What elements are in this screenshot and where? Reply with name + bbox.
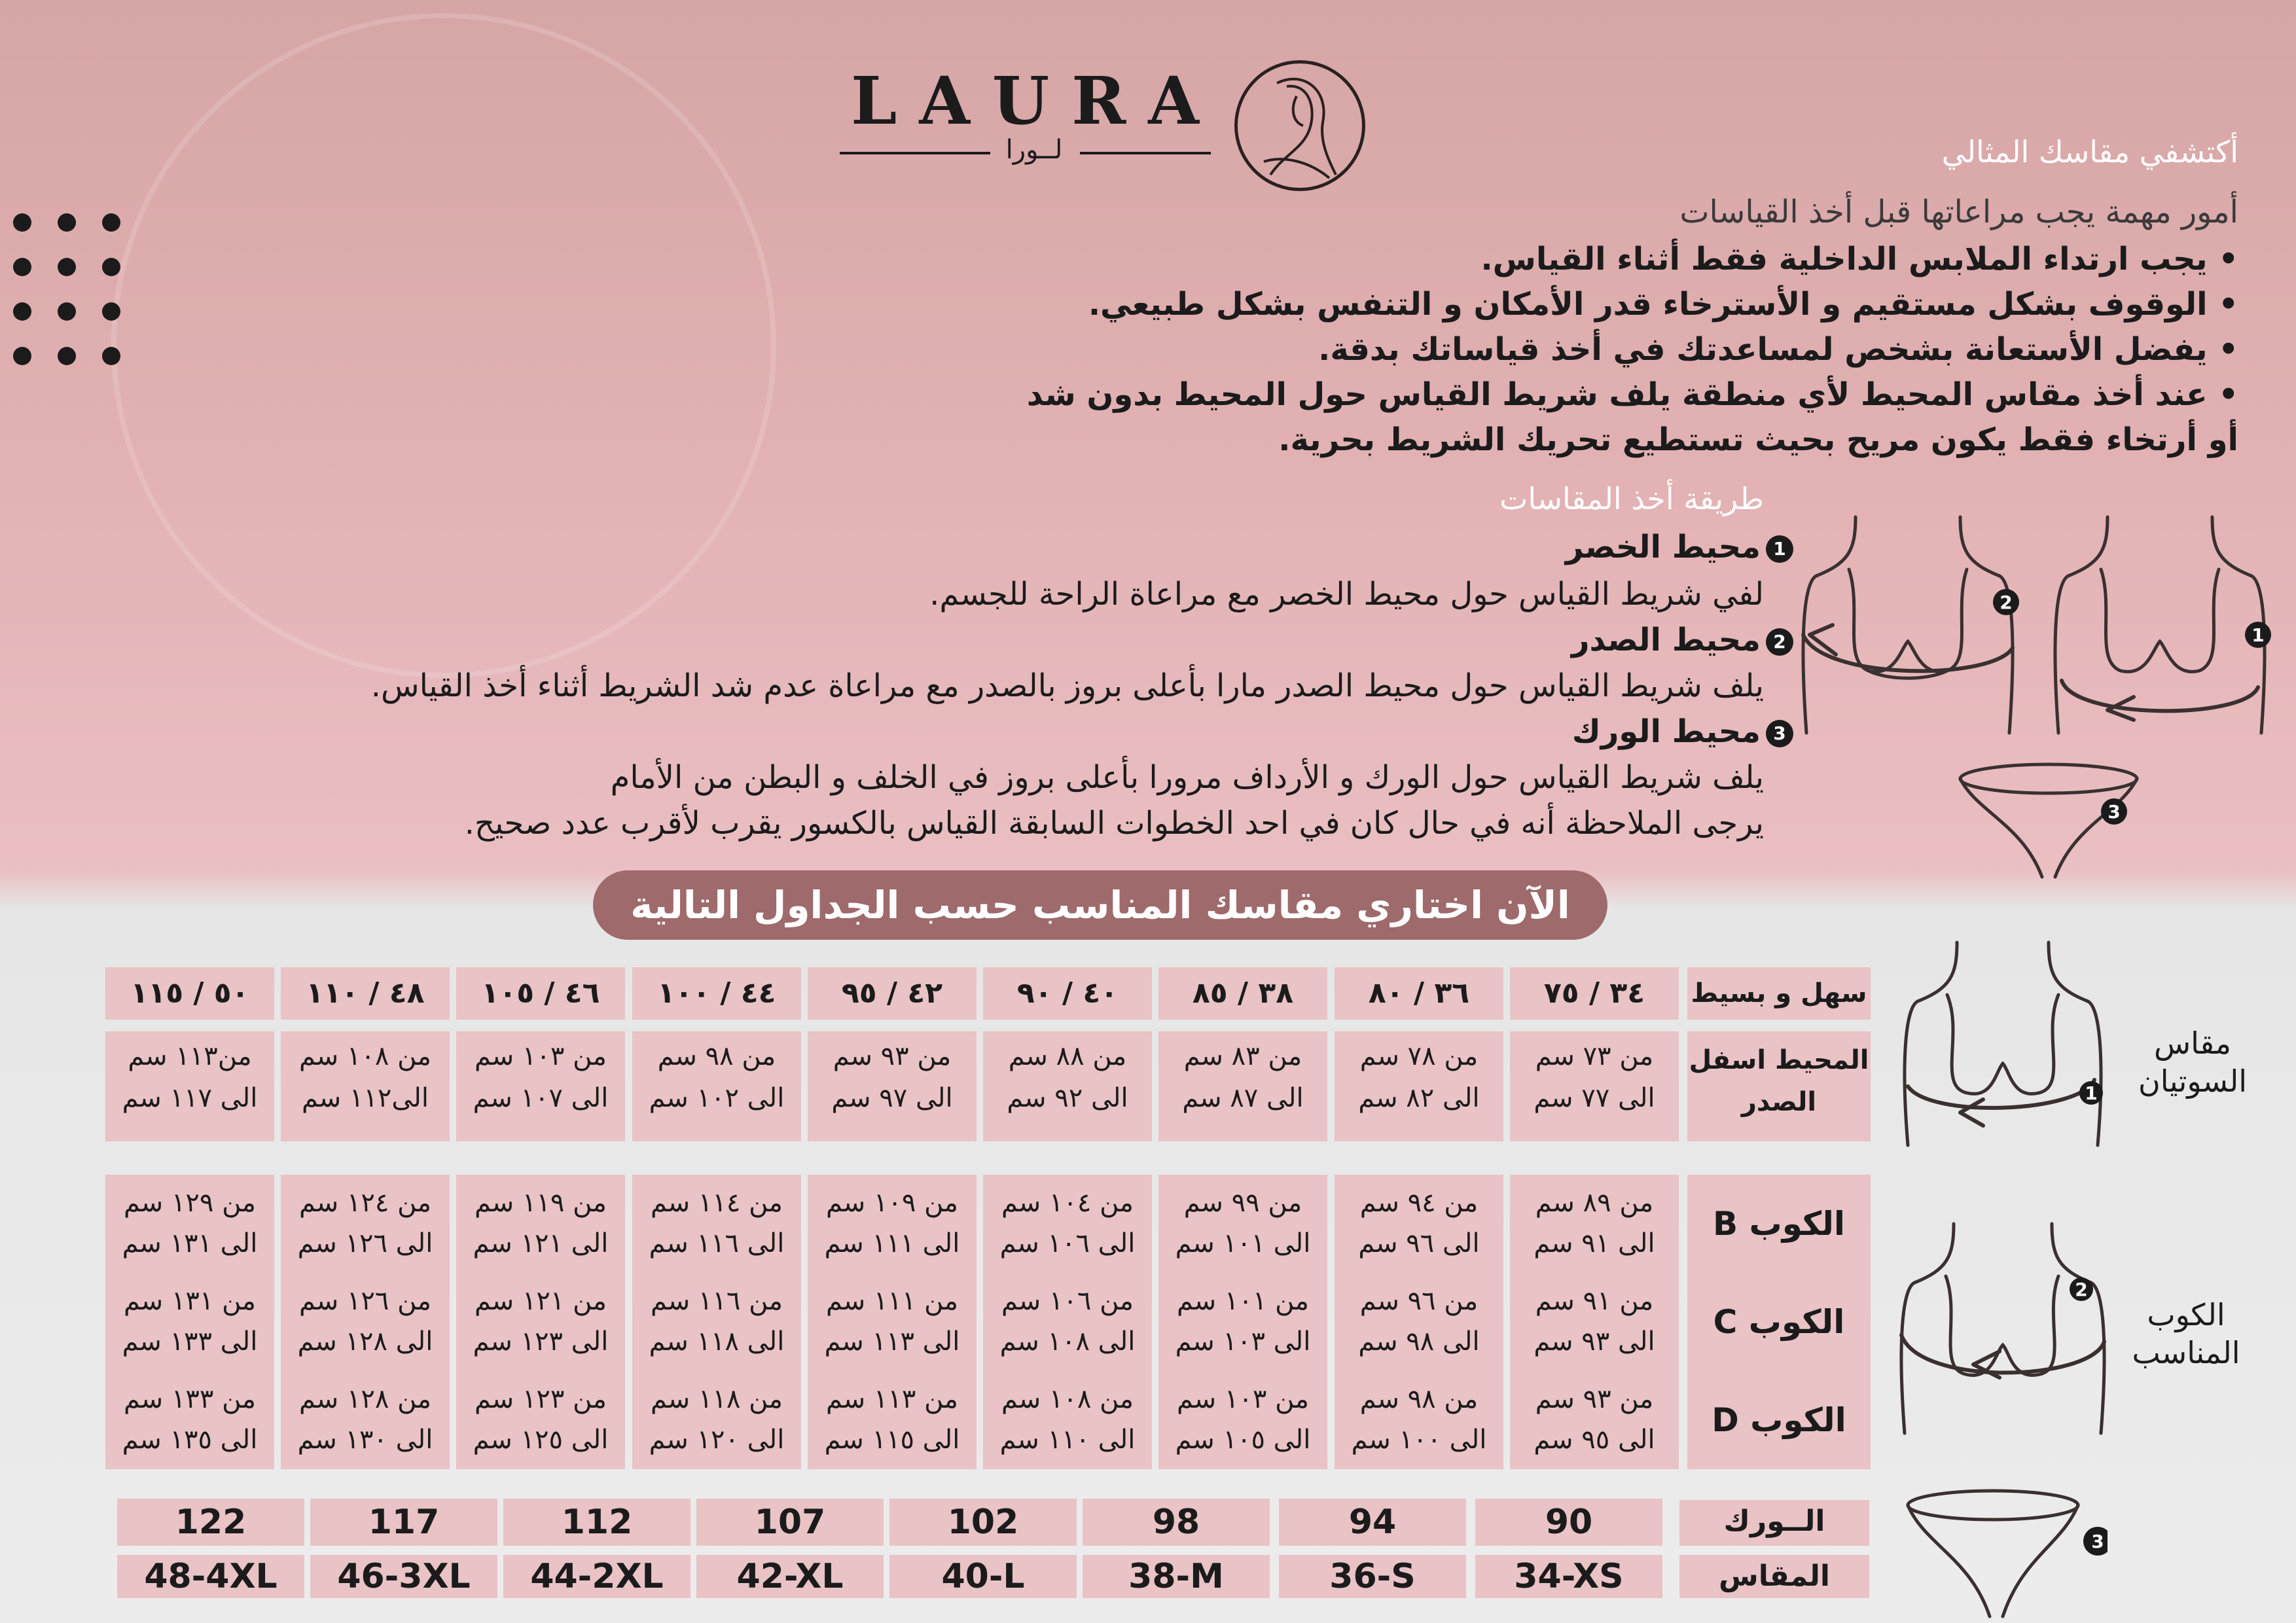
figure-badge-3a: 3 (2108, 801, 2121, 823)
cup-range-cell (1158, 1273, 1327, 1371)
range-to: الى ٩٦ سم (1358, 1228, 1480, 1258)
range-to: الى ٨٧ سم (1182, 1083, 1304, 1113)
cup-range-cell (632, 1175, 801, 1273)
cup-range-cell (1158, 1371, 1327, 1469)
range-from: من ١٠٦ سم (1001, 1286, 1134, 1316)
range-from: من ١٠٨ سم (1001, 1384, 1134, 1414)
bra-table-label (2127, 1024, 2258, 1100)
cup-range-cell (808, 1273, 977, 1371)
range-from: من ١٠٣ سم (475, 1041, 607, 1071)
range-from: من ١١٩ سم (475, 1188, 607, 1218)
note-bullet-4-cont: أو أرتخاء فقط يكون مريح بحيث تستطيع تحريك الشريط بحرية. (1278, 421, 2238, 458)
range-to: الى ١٠٣ سم (1175, 1327, 1311, 1357)
size-code-cell: 40-L (889, 1555, 1077, 1598)
figure-badge-3b: 3 (2091, 1531, 2104, 1552)
cup-range-cell (281, 1371, 450, 1469)
bra-size-header: ٣٦ / ٨٠ (1335, 967, 1503, 1020)
range-from: من ١٢٩ سم (124, 1188, 256, 1218)
hip-value-cell: 94 (1279, 1499, 1466, 1546)
bust-figure-waist-icon (2049, 510, 2271, 746)
range-to: الى ١٢٦ سم (297, 1228, 433, 1258)
woman-silhouette-icon (1238, 63, 1362, 188)
size-code-cell: 38-M (1083, 1555, 1270, 1598)
range-from: من ١٢٣ سم (475, 1384, 607, 1414)
range-from: من١١٣ سم (128, 1041, 252, 1071)
range-from: من ١١٤ سم (651, 1188, 783, 1218)
underbust-cell (983, 1031, 1152, 1141)
cup-range-cell (105, 1371, 274, 1469)
hip-value-cell: 122 (117, 1499, 304, 1546)
range-to: الى ١٢٨ سم (297, 1327, 433, 1357)
cup-label-line1: الكوب (2147, 1297, 2225, 1332)
cup-range-cell (105, 1175, 274, 1273)
range-to: الى ١٠٦ سم (999, 1228, 1136, 1258)
bra-size-header: ٣٤ / ٧٥ (1510, 967, 1679, 1020)
cup-figure-icon (1895, 1217, 2111, 1440)
cup-range-cell (632, 1273, 801, 1371)
range-from: من ١٢٨ سم (299, 1384, 431, 1414)
cup-range-cell (983, 1371, 1152, 1469)
range-to: الى ١٢٣ سم (473, 1327, 609, 1357)
cup-range-cell (105, 1273, 274, 1371)
range-to: الى ١٢٥ سم (473, 1425, 609, 1455)
range-to: الى ١١٦ سم (649, 1228, 785, 1258)
range-to: الى ١١٨ سم (649, 1327, 785, 1357)
range-from: من ٩١ سم (1535, 1286, 1654, 1316)
cup-range-cell (281, 1273, 450, 1371)
underbust-cell (632, 1031, 801, 1141)
step-2-desc: يلف شريط القياس حول محيط الصدر مارا بأعلى بروز بالصدر مع مراعاة عدم شد الشريط أثناء أخذ القياس. (370, 668, 1764, 704)
range-to: الى ١٢١ سم (473, 1228, 609, 1258)
cup-label-line2: المناسب (2132, 1335, 2240, 1370)
step-1-title-text: محيط الخصر (1565, 529, 1761, 565)
size-code-cell: 36-S (1279, 1555, 1466, 1598)
size-code-cell: 48-4XL (117, 1555, 304, 1598)
size-code-cell: 44-2XL (503, 1555, 691, 1598)
note-bullet-2: • الوقوف بشكل مستقيم و الأسترخاء قدر الأمكان و التنفس بشكل طبيعي. (1088, 286, 2238, 323)
bra-size-header: ٤٤ / ١٠٠ (632, 967, 801, 1020)
cup-range-cell (1158, 1175, 1327, 1273)
range-from: من ٩٣ سم (833, 1041, 952, 1071)
underbust-label-line2: الصدر (1741, 1087, 1817, 1117)
step-2-title-text: محيط الصدر (1571, 622, 1761, 658)
range-to: الى ١٠٠ سم (1351, 1425, 1487, 1455)
figure-badge-2b: 2 (2075, 1279, 2088, 1300)
step-2-title (1571, 622, 1793, 658)
cup-range-cell (1510, 1273, 1679, 1371)
underbust-cell (456, 1031, 625, 1141)
size-row-label: المقاس (1679, 1555, 1869, 1598)
range-to: الى ٩١ سم (1534, 1228, 1655, 1258)
range-to: الى ١٠٨ سم (999, 1327, 1136, 1357)
cup-range-cell (1510, 1371, 1679, 1469)
cup-row-label: الكوب B (1687, 1175, 1871, 1273)
size-code-cell: 42-XL (696, 1555, 884, 1598)
cup-range-cell (1510, 1175, 1679, 1273)
cup-range-cell (983, 1273, 1152, 1371)
range-to: الى ٩٢ سم (1007, 1083, 1128, 1113)
notes-title: أمور مهمة يجب مراعاتها قبل أخذ القياسات (1679, 194, 2238, 230)
bra-label-line1: مقاس (2153, 1026, 2232, 1061)
underbust-cell (1510, 1031, 1679, 1141)
size-code-cell: 46-3XL (310, 1555, 497, 1598)
step-2-badge: 2 (1766, 628, 1793, 656)
range-from: من ٩٨ سم (657, 1041, 776, 1071)
bra-label-line2: السوتيان (2138, 1063, 2248, 1099)
range-to: الى ١١٣ سم (824, 1327, 960, 1357)
range-to: الى ٨٢ سم (1358, 1083, 1480, 1113)
range-to: الى ١١٠ سم (999, 1425, 1136, 1455)
hip-table-figure-icon (1898, 1479, 2108, 1623)
range-from: من ١٢٤ سم (299, 1188, 431, 1218)
range-to: الى ١٣٥ سم (122, 1425, 258, 1455)
choose-size-banner: الآن اختاري مقاسك المناسب حسب الجداول التالية (593, 870, 1607, 940)
range-from: من ٩٩ سم (1183, 1188, 1302, 1218)
range-to: الى ٩٥ سم (1534, 1425, 1655, 1455)
hip-value-cell: 90 (1475, 1499, 1662, 1546)
range-to: الى ١٠٧ سم (473, 1083, 609, 1113)
range-to: الى ١٣٠ سم (297, 1425, 433, 1455)
hip-value-cell: 112 (503, 1499, 691, 1546)
bra-size-header: ٤٦ / ١٠٥ (456, 967, 625, 1020)
range-from: من ١٠١ سم (1177, 1286, 1309, 1316)
bra-size-header: ٤٢ / ٩٥ (808, 967, 977, 1020)
size-code-cell: 34-XS (1475, 1555, 1662, 1598)
range-from: من ١٣٣ سم (124, 1384, 256, 1414)
cup-range-cell (1335, 1371, 1503, 1469)
range-from: من ١١٣ سم (826, 1384, 958, 1414)
cup-table-label (2121, 1296, 2251, 1372)
range-from: من ٨٣ سم (1183, 1041, 1302, 1071)
range-from: من ١٠٨ سم (299, 1041, 431, 1071)
cup-row-label: الكوب C (1687, 1273, 1871, 1371)
range-from: من ١٢١ سم (475, 1286, 607, 1316)
figure-badge-1b: 1 (2085, 1082, 2098, 1104)
range-to: الى ١٠٢ سم (649, 1083, 785, 1113)
range-from: من ٧٣ سم (1535, 1041, 1654, 1071)
cup-range-cell (456, 1273, 625, 1371)
step-1-badge: 1 (1766, 535, 1793, 563)
cup-range-cell (808, 1371, 977, 1469)
underbust-cell (105, 1031, 274, 1141)
step-3-desc: يلف شريط القياس حول الورك و الأرداف مرورا بأعلى بروز في الخلف و البطن من الأمام (610, 759, 1764, 796)
step-1-desc: لفي شريط القياس حول محيط الخصر مع مراعاة الراحة للجسم. (929, 576, 1764, 613)
range-from: من ١٠٤ سم (1001, 1188, 1134, 1218)
discover-heading: أكتشفي مقاسك المثالي (1941, 134, 2238, 169)
range-from: من ٩٦ سم (1359, 1286, 1479, 1316)
range-from: من ١٣١ سم (124, 1286, 256, 1316)
bra-size-header: ٥٠ / ١١٥ (105, 967, 274, 1020)
range-from: من ١٠٩ سم (826, 1188, 958, 1218)
bra-header-label: سهل و بسيط (1687, 967, 1871, 1020)
hip-value-cell: 102 (889, 1499, 1077, 1546)
hip-figure-icon (1950, 753, 2166, 883)
range-to: الى ٧٧ سم (1534, 1083, 1655, 1113)
cup-range-cell (456, 1371, 625, 1469)
method-title: طريقة أخذ المقاسات (1499, 481, 1764, 516)
range-to: الى ١١٧ سم (122, 1083, 258, 1113)
range-to: الى ١٣١ سم (122, 1228, 258, 1258)
range-to: الى ١٣٣ سم (122, 1327, 258, 1357)
rounding-note: يرجى الملاحظة أنه في حال كان في احد الخطوات السابقة القياس بالكسور يقرب لأقرب عدد صحيح. (464, 805, 1764, 842)
range-to: الى ٩٨ سم (1358, 1327, 1480, 1357)
range-from: من ٧٨ سم (1359, 1041, 1479, 1071)
step-3-badge: 3 (1766, 720, 1793, 747)
hip-value-cell: 117 (310, 1499, 497, 1546)
underbust-cell (808, 1031, 977, 1141)
range-to: الى١١٢ سم (302, 1083, 429, 1113)
cup-range-cell (1335, 1273, 1503, 1371)
note-bullet-4: • عند أخذ مقاس المحيط لأي منطقة يلف شريط القياس حول المحيط بدون شد (1026, 376, 2238, 413)
range-to: الى ١٠١ سم (1175, 1228, 1311, 1258)
step-3-title (1572, 713, 1793, 750)
bust-figure-chest-icon (1797, 510, 2019, 746)
cup-range-cell (1335, 1175, 1503, 1273)
range-to: الى ٩٧ سم (831, 1083, 953, 1113)
brand-arabic-name: لــورا (1005, 135, 1063, 165)
range-to: الى ١١١ سم (824, 1228, 960, 1258)
logo-line-left (840, 152, 990, 154)
bra-figure-icon (1898, 936, 2108, 1152)
range-from: من ٩٨ سم (1359, 1384, 1479, 1414)
underbust-label (1687, 1031, 1871, 1141)
range-from: من ١١٨ سم (651, 1384, 783, 1414)
range-from: من ٩٤ سم (1359, 1188, 1479, 1218)
logo-line-right (1080, 152, 1211, 154)
underbust-label-line1: المحيط اسفل (1689, 1045, 1869, 1075)
cup-row-label: الكوب D (1687, 1371, 1871, 1469)
range-from: من ٨٨ سم (1008, 1041, 1127, 1071)
background-watermark-circle (111, 13, 776, 678)
underbust-cell (281, 1031, 450, 1141)
range-to: الى ١٢٠ سم (649, 1425, 785, 1455)
hip-row-label: الــورك (1679, 1500, 1869, 1546)
cup-range-cell (281, 1175, 450, 1273)
underbust-cell (1335, 1031, 1503, 1141)
cup-range-cell (983, 1175, 1152, 1273)
dot-pattern (13, 213, 120, 365)
range-from: من ١١١ سم (826, 1286, 958, 1316)
underbust-cell (1158, 1031, 1327, 1141)
cup-range-cell (632, 1371, 801, 1469)
range-to: الى ١٠٥ سم (1175, 1425, 1311, 1455)
bra-size-header: ٤٠ / ٩٠ (983, 967, 1152, 1020)
step-1-title (1566, 529, 1793, 565)
cup-range-cell (456, 1175, 625, 1273)
note-bullet-3: • يفضل الأستعانة بشخص لمساعدتك في أخذ قياساتك بدقة. (1318, 331, 2238, 368)
hip-value-cell: 98 (1083, 1499, 1270, 1546)
hip-value-cell: 107 (696, 1499, 884, 1546)
figure-badge-1a: 1 (2251, 624, 2265, 646)
range-from: من ٩٣ سم (1535, 1384, 1654, 1414)
range-from: من ١٢٦ سم (299, 1286, 431, 1316)
range-from: من ١١٦ سم (651, 1286, 783, 1316)
bra-size-header: ٣٨ / ٨٥ (1158, 967, 1327, 1020)
bra-size-header: ٤٨ / ١١٠ (281, 967, 450, 1020)
brand-logo-text: LAURA (851, 62, 1221, 139)
step-3-title-text: محيط الورك (1571, 713, 1761, 750)
range-from: من ٨٩ سم (1535, 1188, 1654, 1218)
brand-logo-emblem (1234, 60, 1365, 191)
range-to: الى ٩٣ سم (1534, 1327, 1655, 1357)
range-from: من ١٠٣ سم (1177, 1384, 1309, 1414)
cup-range-cell (808, 1175, 977, 1273)
range-to: الى ١١٥ سم (824, 1425, 960, 1455)
figure-badge-2a: 2 (2000, 592, 2013, 613)
note-bullet-1: • يجب ارتداء الملابس الداخلية فقط أثناء القياس. (1480, 241, 2238, 277)
